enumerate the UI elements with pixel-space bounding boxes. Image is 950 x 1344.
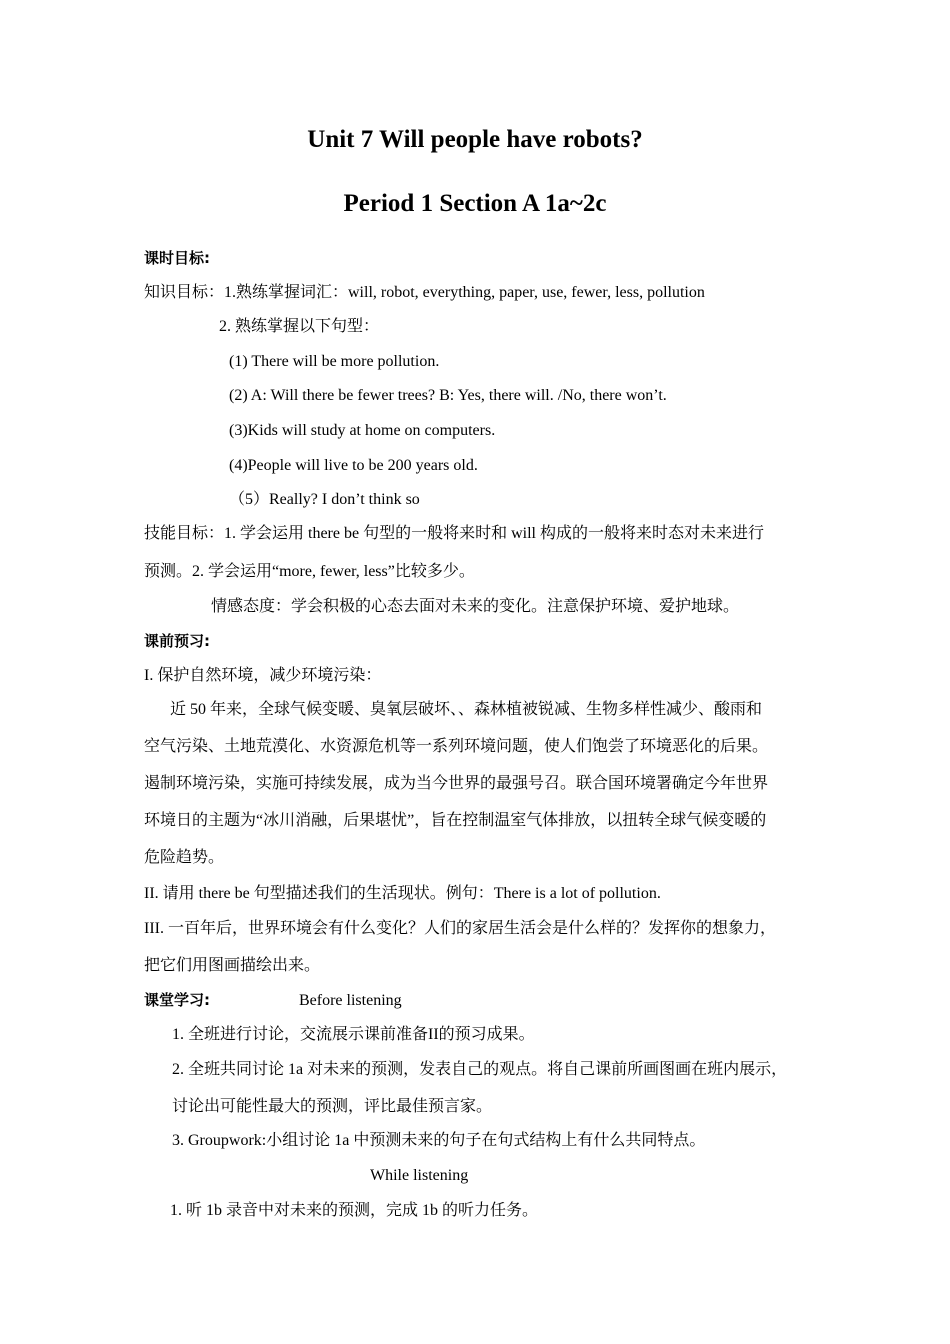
before-listening-label: Before listening xyxy=(299,992,402,1009)
sentence-item: （5）Really? I don’t think so xyxy=(229,491,420,508)
sentence-item: (3)Kids will study at home on computers. xyxy=(229,422,496,439)
sentence-item: (4)People will live to be 200 years old. xyxy=(229,457,478,474)
paragraph-line: 近 50 年来，全球气候变暖、臭氧层破坏、、森林植被锐减、生物多样性减少、酸雨和 xyxy=(170,701,763,718)
class-heading: 课堂学习: xyxy=(144,991,210,1009)
while-item: 1. 听 1b 录音中对未来的预测，完成 1b 的听力任务。 xyxy=(170,1202,539,1219)
class-item: 1. 全班进行讨论，交流展示课前准备II的预习成果。 xyxy=(172,1026,535,1043)
preview-item-iii-line2: 把它们用图画描绘出来。 xyxy=(144,957,321,974)
preview-item-ii: II. 请用 there be 句型描述我们的生活现状。例句：There is a lot of pollution. xyxy=(144,885,661,902)
document-subtitle: Period 1 Section A 1a~2c xyxy=(343,190,607,217)
paragraph-line: 危险趋势。 xyxy=(144,849,225,866)
knowledge-objective: 知识目标：1.熟练掌握词汇：will, robot, everything, paper, use, fewer, less, pollution xyxy=(144,284,705,301)
sentence-item: (2) A: Will there be fewer trees? B: Yes, there will. /No, there won’t. xyxy=(229,387,667,404)
class-item: 3. Groupwork:小组讨论 1a 中预测未来的句子在句式结构上有什么共同特点。 xyxy=(172,1132,706,1149)
sentence-item: (1) There will be more pollution. xyxy=(229,353,440,370)
paragraph-line: 环境日的主题为“冰川消融，后果堪忧”，旨在控制温室气体排放，以扭转全球气候变暖的 xyxy=(144,812,767,829)
preview-item-i: I. 保护自然环境，减少环境污染： xyxy=(144,667,382,684)
objectives-heading: 课时目标: xyxy=(144,249,210,267)
while-listening-label: While listening xyxy=(370,1167,469,1184)
preview-item-iii-line1: III. 一百年后，世界环境会有什么变化？人们的家居生活会是什么样的？发挥你的想象力， xyxy=(144,920,776,937)
paragraph-line: 空气污染、土地荒漠化、水资源危机等一系列环境问题，使人们饱尝了环境恶化的后果。 xyxy=(144,738,769,755)
class-item: 讨论出可能性最大的预测，评比最佳预言家。 xyxy=(172,1098,493,1115)
skill-objective-line2: 预测。2. 学会运用“more, fewer, less”比较多少。 xyxy=(144,563,475,580)
paragraph-line: 遏制环境污染，实施可持续发展，成为当今世界的最强号召。联合国环境署确定今年世界 xyxy=(144,775,769,792)
emotion-objective: 情感态度：学会积极的心态去面对未来的变化。注意保护环境、爱护地球。 xyxy=(211,598,740,615)
document-title: Unit 7 Will people have robots? xyxy=(307,126,643,153)
skill-objective-line1: 技能目标：1. 学会运用 there be 句型的一般将来时和 will 构成的一般将来时态对未来进行 xyxy=(144,525,764,542)
preview-heading: 课前预习: xyxy=(144,632,210,650)
sentence-pattern-intro: 2. 熟练掌握以下句型： xyxy=(219,318,380,335)
class-item: 2. 全班共同讨论 1a 对未来的预测，发表自己的观点。将自己课前所画图画在班内展示， xyxy=(172,1061,788,1078)
